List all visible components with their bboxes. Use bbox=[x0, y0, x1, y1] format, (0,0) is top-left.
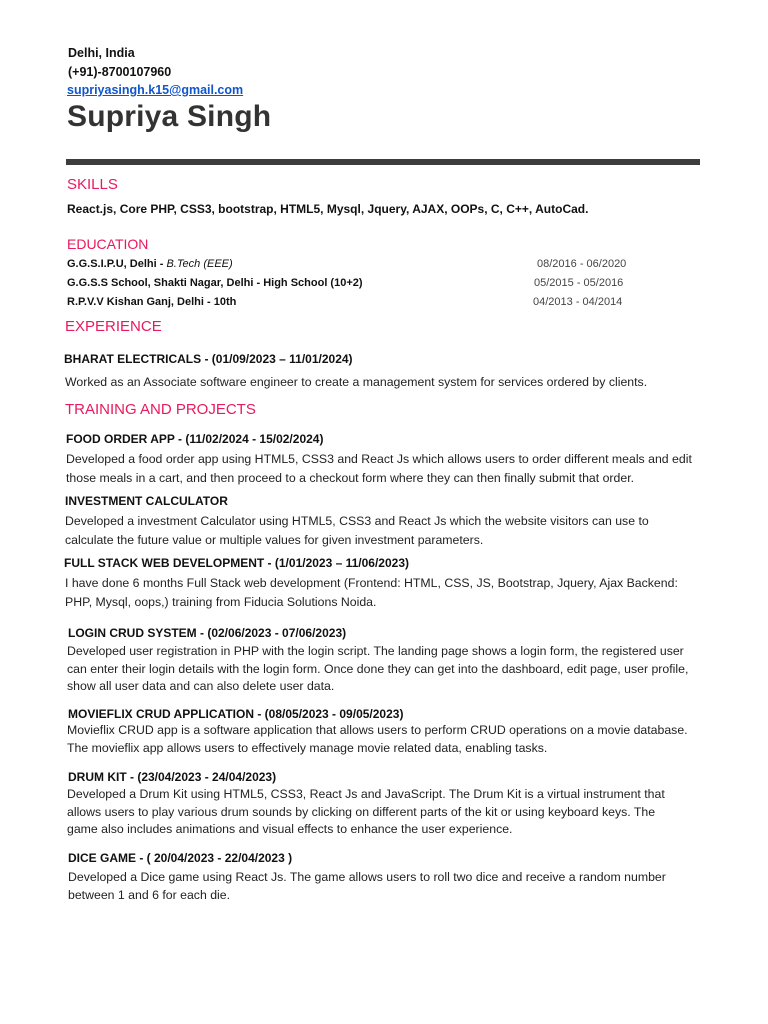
project-description: Movieflix CRUD app is a software application that allows users to perform CRUD operations on a movie database. The movieflix app allows users to effectively manage movie related data, enabling tasks. bbox=[67, 723, 688, 755]
education-school: G.G.S.S School, Shakti Nagar, Delhi - High School (10+2) bbox=[67, 277, 363, 289]
contact-phone: (+91)-8700107960 bbox=[68, 65, 172, 79]
education-school: G.G.S.I.P.U, Delhi - bbox=[67, 258, 167, 270]
training-heading: TRAINING AND PROJECTS bbox=[65, 401, 256, 418]
project-title: LOGIN CRUD SYSTEM - (02/06/2023 - 07/06/2023) bbox=[68, 626, 347, 640]
experience-description: Worked as an Associate software engineer to create a management system for services ordered by clients. bbox=[65, 375, 648, 389]
education-dates: 04/2013 - 04/2014 bbox=[533, 296, 623, 308]
contact-email-link[interactable]: supriyasingh.k15@gmail.com bbox=[67, 83, 244, 97]
experience-heading: EXPERIENCE bbox=[65, 318, 162, 335]
candidate-name: Supriya Singh bbox=[67, 100, 272, 133]
project-description: I have done 6 months Full Stack web development (Frontend: HTML, CSS, JS, Bootstrap, Jquery, Ajax Backend: PHP, Mysql, oops,) training from Fiducia Solutions Noida. bbox=[65, 576, 678, 609]
education-heading: EDUCATION bbox=[67, 236, 149, 252]
education-dates: 08/2016 - 06/2020 bbox=[537, 258, 627, 270]
project-title: FOOD ORDER APP - (11/02/2024 - 15/02/2024) bbox=[66, 432, 324, 446]
project-title: DRUM KIT - (23/04/2023 - 24/04/2023) bbox=[68, 770, 277, 784]
skills-heading: SKILLS bbox=[67, 176, 118, 193]
project-title: INVESTMENT CALCULATOR bbox=[65, 494, 228, 508]
project-description: Developed a investment Calculator using HTML5, CSS3 and React Js which the website visitors can use to calculate the future value or multiple values for given investment parameters. bbox=[65, 514, 649, 547]
education-item bbox=[67, 277, 363, 289]
education-item bbox=[67, 258, 233, 270]
contact-location: Delhi, India bbox=[68, 46, 135, 60]
project-title: DICE GAME - ( 20/04/2023 - 22/04/2023 ) bbox=[68, 851, 293, 865]
project-description: Developed a Dice game using React Js. The game allows users to roll two dice and receive a random number between 1 and 6 for each die. bbox=[68, 870, 666, 902]
project-title: FULL STACK WEB DEVELOPMENT - (1/01/2023 – 11/06/2023) bbox=[64, 556, 409, 570]
education-dates: 05/2015 - 05/2016 bbox=[534, 277, 624, 289]
education-item bbox=[67, 296, 236, 308]
project-title: MOVIEFLIX CRUD APPLICATION - (08/05/2023 - 09/05/2023) bbox=[68, 707, 404, 721]
project-description: Developed user registration in PHP with the login script. The landing page shows a login form, the registered user can enter their login details with the login form. Once done they can get into the dashboard, edit page, user profile, show all user data and can also delete user data. bbox=[67, 644, 689, 693]
skills-text: React.js, Core PHP, CSS3, bootstrap, HTML5, Mysql, Jquery, AJAX, OOPs, C, C++, AutoCad. bbox=[67, 202, 589, 216]
education-school: R.P.V.V Kishan Ganj, Delhi - 10th bbox=[67, 296, 237, 308]
experience-title: BHARAT ELECTRICALS - (01/09/2023 – 11/01/2024) bbox=[64, 352, 353, 366]
education-degree: B.Tech (EEE) bbox=[166, 258, 233, 270]
header-divider bbox=[66, 159, 700, 165]
project-description: Developed a food order app using HTML5, CSS3 and React Js which allows users to order different meals and edit those meals in a cart, and then proceed to a checkout form where they can then finally submit that order. bbox=[66, 452, 692, 485]
project-description: Developed a Drum Kit using HTML5, CSS3, React Js and JavaScript. The Drum Kit is a virtual instrument that allows users to play various drum sounds by clicking on different parts of the kit or using keyboard keys. The game also includes animations and visual effects to enhance the user experience. bbox=[67, 787, 665, 836]
